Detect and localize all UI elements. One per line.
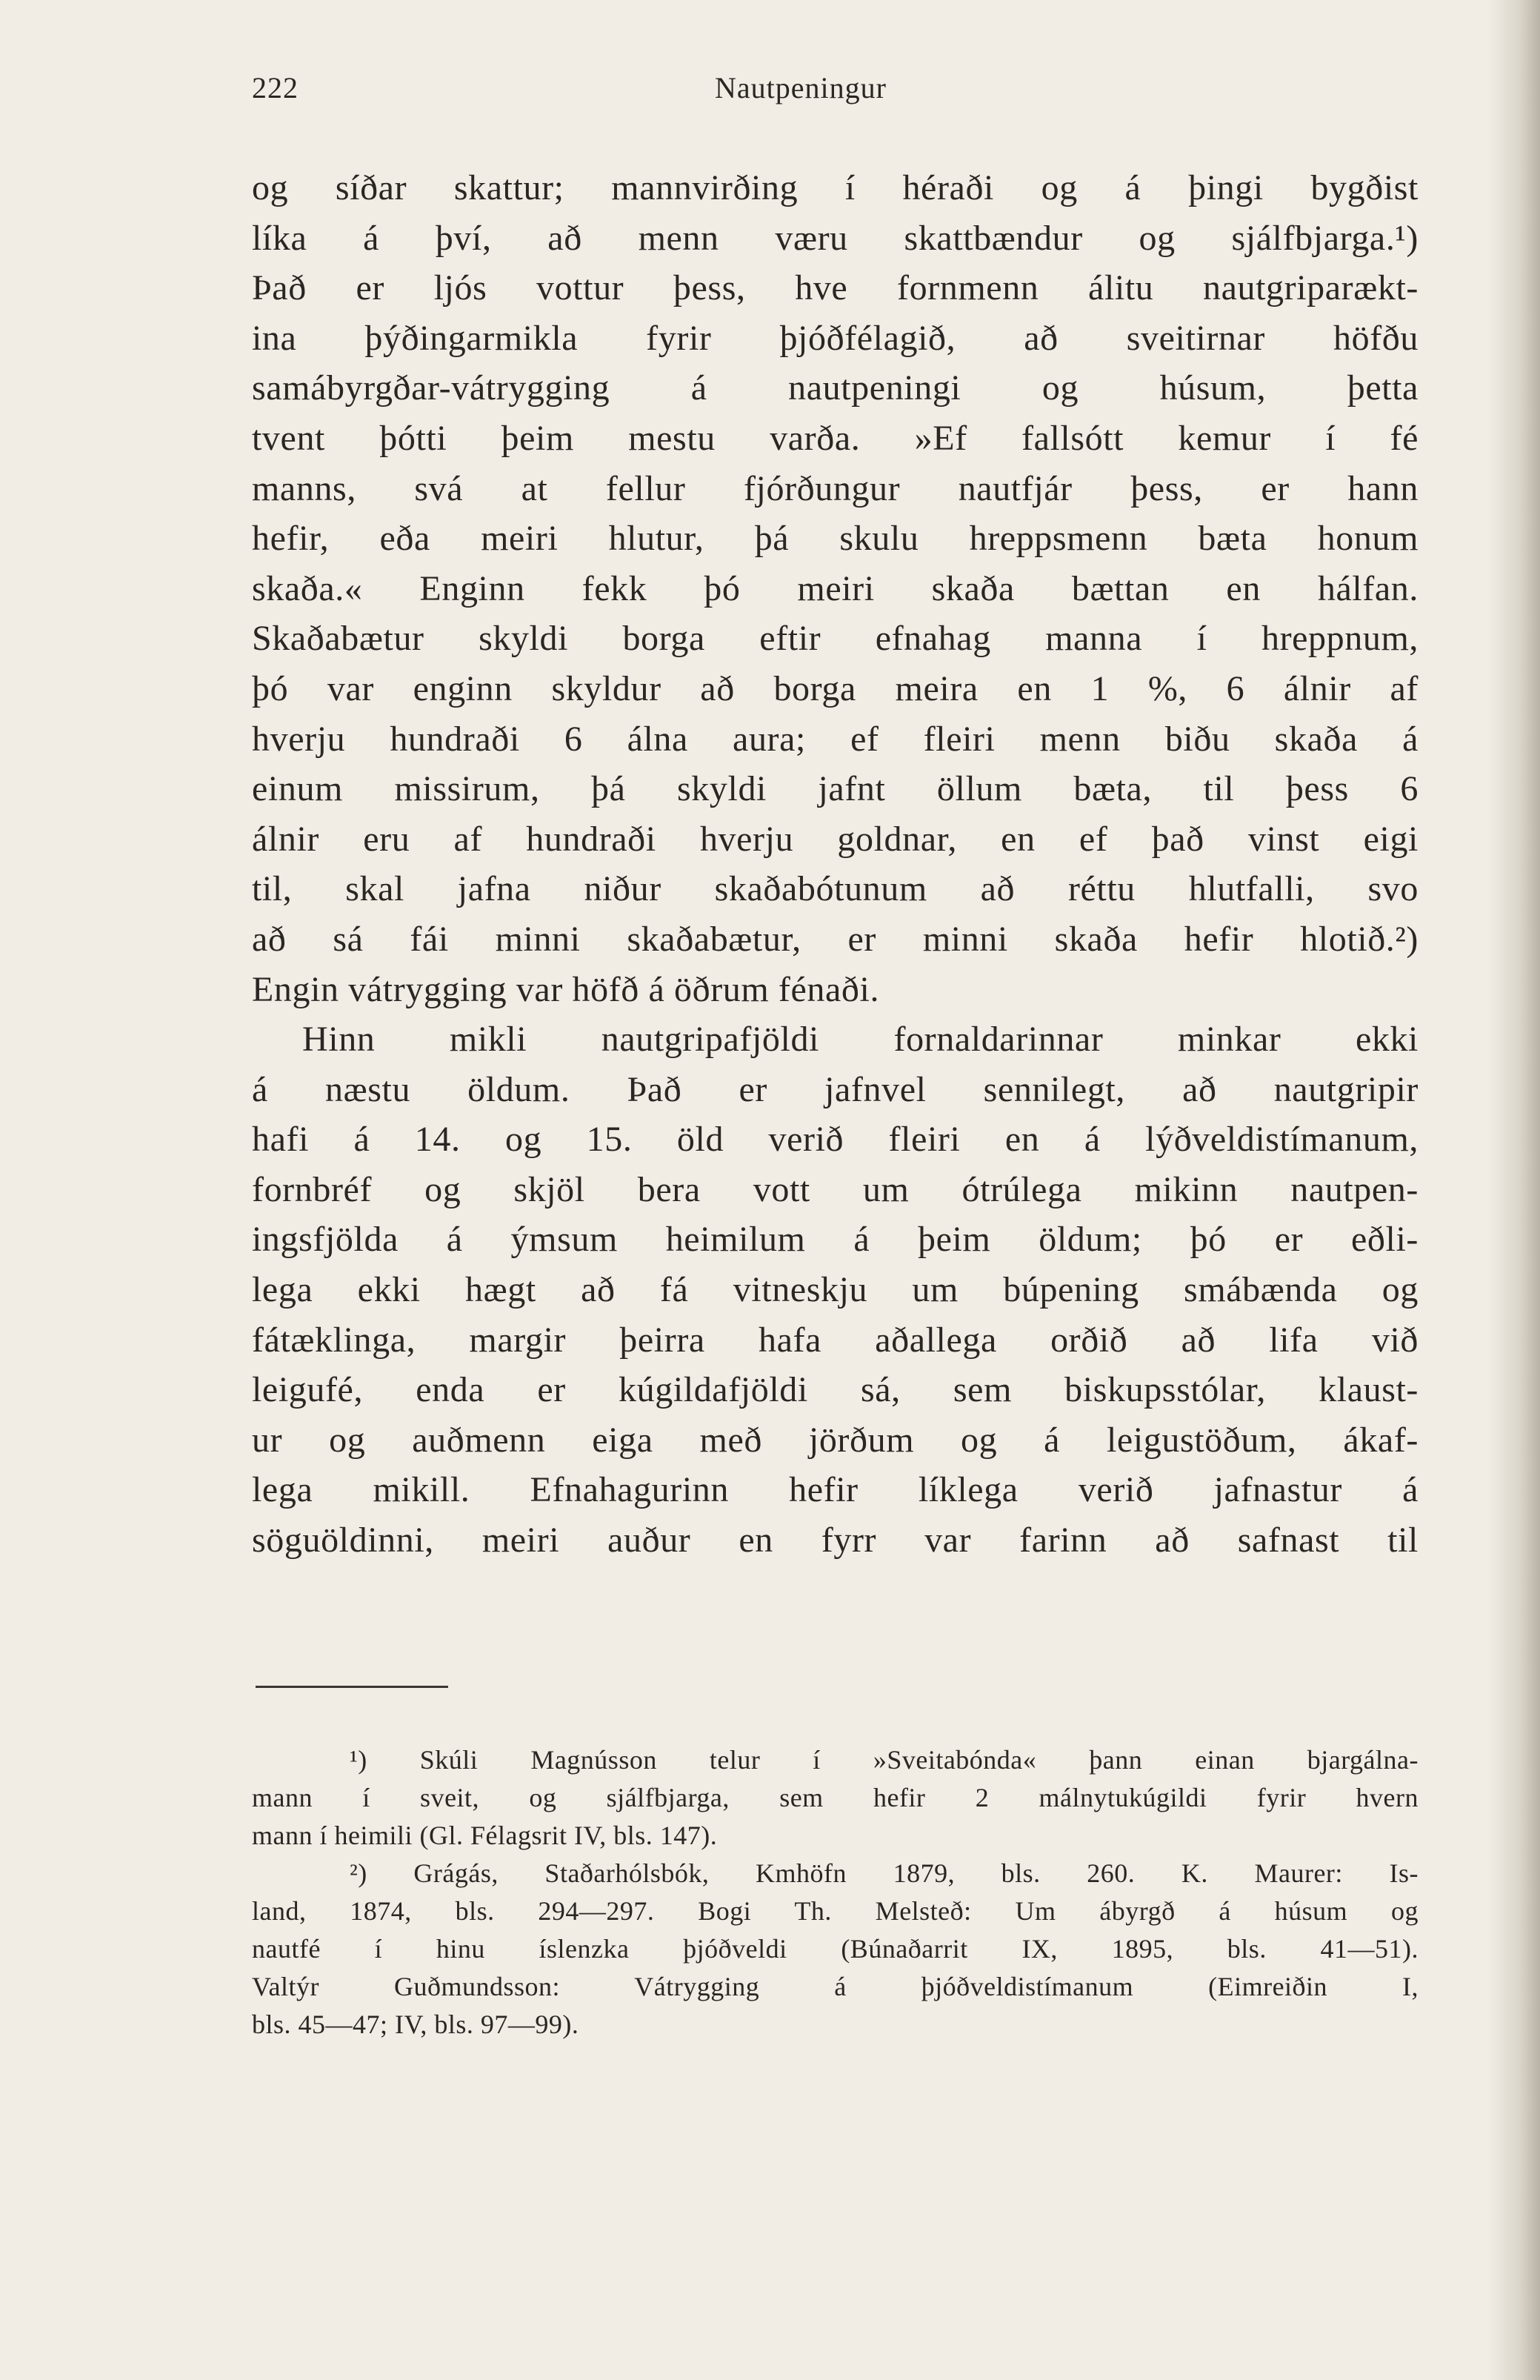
text-line: samábyrgðar-vátrygging á nautpeningi og húsum, þetta bbox=[252, 368, 1419, 408]
running-title: Nautpeningur bbox=[715, 71, 887, 104]
paragraph-end-line: Engin vátrygging var höfð á öðrum fénaði. bbox=[252, 969, 880, 1009]
footnote-line: nautfé í hinu íslenzka þjóðveldi (Búnaðarrit IX, 1895, bls. 41—51). bbox=[252, 1934, 1419, 1964]
text-line: lega ekki hægt að fá vitneskju um búpening smábænda og bbox=[252, 1270, 1419, 1310]
page-number: 222 bbox=[252, 71, 299, 104]
footnote-line: bls. 45—47; IV, bls. 97—99). bbox=[252, 2010, 579, 2039]
text-line: hverju hundraði 6 álna aura; ef fleiri menn biðu skaða á bbox=[252, 719, 1419, 759]
text-line: Það er ljós vottur þess, hve fornmenn álitu nautgriparækt- bbox=[252, 268, 1419, 308]
paragraph-start-line: Hinn mikli nautgripafjöldi fornaldarinnar minkar ekki bbox=[302, 1020, 1419, 1060]
body-text bbox=[252, 163, 1419, 1566]
page-header bbox=[252, 70, 1422, 122]
text-line: líka á því, að menn væru skattbændur og sjálfbjarga.¹) bbox=[252, 218, 1419, 258]
text-line: leigufé, enda er kúgildafjöldi sá, sem biskupsstólar, klaust- bbox=[252, 1370, 1419, 1410]
text-line: söguöldinni, meiri auður en fyrr var farinn að safnast til bbox=[252, 1520, 1419, 1560]
text-line: Skaðabætur skyldi borga eftir efnahag manna í hreppnum, bbox=[252, 619, 1419, 659]
footnote-line: land, 1874, bls. 294—297. Bogi Th. Melsteð: Um ábyrgð á húsum og bbox=[252, 1896, 1419, 1926]
text-line: þó var enginn skyldur að borga meira en 1 %, 6 álnir af bbox=[252, 668, 1419, 708]
footnote-line: Valtýr Guðmundsson: Vátrygging á þjóðveldistímanum (Eimreiðin I, bbox=[252, 1972, 1419, 2001]
footnotes bbox=[252, 1741, 1419, 2044]
footnote-divider bbox=[256, 1686, 448, 1688]
text-line: fátæklinga, margir þeirra hafa aðallega orðið að lifa við bbox=[252, 1320, 1419, 1360]
text-line: manns, svá at fellur fjórðungur nautfjár þess, er hann bbox=[252, 468, 1419, 508]
text-line: að sá fái minni skaðabætur, er minni skaða hefir hlotið.²) bbox=[252, 919, 1419, 959]
text-line: ur og auðmenn eiga með jörðum og á leigustöðum, ákaf- bbox=[252, 1420, 1419, 1460]
text-line: hefir, eða meiri hlutur, þá skulu hreppsmenn bæta honum bbox=[252, 519, 1419, 559]
footnote-line: ¹) Skúli Magnússon telur í »Sveitabónda« þann einan bjargálna- bbox=[350, 1745, 1419, 1775]
text-line: álnir eru af hundraði hverju goldnar, en ef það vinst eigi bbox=[252, 819, 1419, 859]
text-line: og síðar skattur; mannvirðing í héraði og á þingi bygðist bbox=[252, 168, 1419, 207]
text-line: á næstu öldum. Það er jafnvel sennilegt, að nautgripir bbox=[252, 1069, 1419, 1109]
text-line: ingsfjölda á ýmsum heimilum á þeim öldum; þó er eðli- bbox=[252, 1220, 1419, 1260]
footnote-line: mann í sveit, og sjálfbjarga, sem hefir 2 málnytukúgildi fyrir hvern bbox=[252, 1783, 1419, 1812]
footnote-line: mann í heimili (Gl. Félagsrit IV, bls. 147). bbox=[252, 1821, 718, 1850]
text-line: lega mikill. Efnahagurinn hefir líklega verið jafnastur á bbox=[252, 1470, 1419, 1510]
footnote-line: ²) Grágás, Staðarhólsbók, Kmhöfn 1879, bls. 260. K. Maurer: Is- bbox=[350, 1858, 1419, 1888]
text-line: tvent þótti þeim mestu varða. »Ef fallsótt kemur í fé bbox=[252, 418, 1419, 458]
text-line: til, skal jafna niður skaðabótunum að réttu hlutfalli, svo bbox=[252, 869, 1419, 909]
text-line: ina þýðingarmikla fyrir þjóðfélagið, að sveitirnar höfðu bbox=[252, 318, 1419, 358]
text-line: einum missirum, þá skyldi jafnt öllum bæta, til þess 6 bbox=[252, 769, 1419, 809]
text-line: fornbréf og skjöl bera vott um ótrúlega mikinn nautpen- bbox=[252, 1169, 1419, 1209]
text-line: skaða.« Enginn fekk þó meiri skaða bættan en hálfan. bbox=[252, 568, 1419, 608]
page-edge-shadow bbox=[1488, 0, 1540, 2380]
text-line: hafi á 14. og 15. öld verið fleiri en á lýðveldistímanum, bbox=[252, 1120, 1419, 1160]
